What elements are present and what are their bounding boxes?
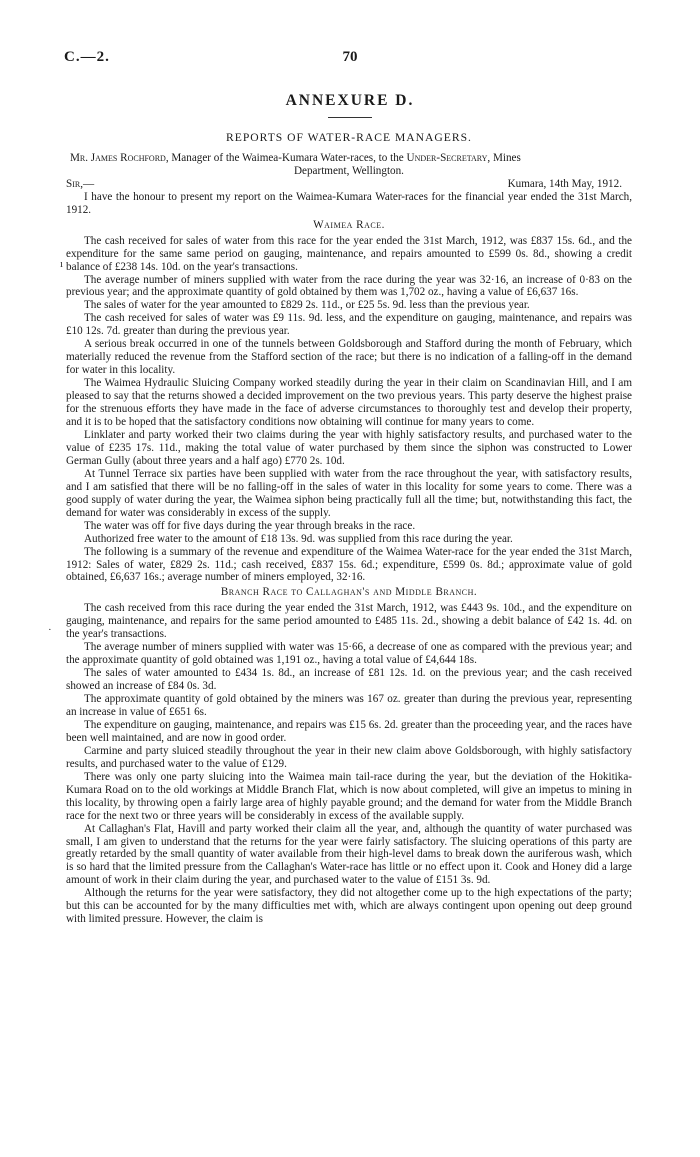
branch-paragraph: There was only one party sluicing into the Waimea main tail-race during the year, but the deviation of the Hokitika-Kumara Road on to the old workings at Middle Branch Flat, which is now about completed, will give an impetus to mining in this locality, by throwing open a fairly large area of highly payable ground; and the demand for water from the Middle Branch race for the next two or three years will be considerably in excess of the available supply. [66, 770, 632, 822]
address-sender: Mr. James Rochford [70, 151, 166, 164]
branch-paragraph: The cash received from this race during the year ended the 31st March, 1912, was £443 9s. 10d., and the expenditure on gauging, maintenance, and repairs for the same period amounted to £485 11s. 2d., showing a debit balance of £42 1s. 4d. on the year's transactions. [66, 602, 632, 641]
address-line [66, 152, 632, 165]
waimea-paragraph: Authorized free water to the amount of £18 13s. 9d. was supplied from this race during the year. [84, 532, 513, 545]
waimea-paragraph: A serious break occurred in one of the tunnels between Goldsborough and Stafford during the month of February, which materially reduced the revenue from the Stafford section of the race; but there is no indication of a falling-off in the demand for water in this locality. [66, 338, 632, 377]
waimea-paragraph: The sales of water for the year amounted to £829 2s. 11d., or £25 5s. 9d. less than the previous year. [84, 299, 530, 312]
title-rule [328, 117, 372, 118]
report-reference: C.—2. [64, 49, 110, 65]
margin-mark: · [48, 624, 52, 636]
address-recipient: Under-Secretary [406, 151, 488, 164]
section-heading-waimea: Waimea Race. [313, 218, 385, 231]
branch-paragraph: Although the returns for the year were satisfactory, they did not altogether come up to the high expectations of the party; but this can be accounted for by the many difficulties met with, which are always contingent upon opening out deep ground with limited pressure. However, the claim is [66, 887, 632, 926]
document-body [66, 132, 632, 926]
branch-paragraph: At Callaghan's Flat, Havill and party worked their claim all the year, and, although the quantity of water purchased was small, I am given to understand that the returns for the year were fairly satisfactory. The sluicing operations of this party are greatly retarded by the small quantity of water available from their high-level dams to break down the auriferous wash, which is so hard that the limited pressure from the Callaghan's Water-race has little or no effect upon it. Cook and Honey did a large amount of work in their claim during the year, and purchased water to the value of £151 3s. 9d. [66, 822, 632, 887]
branch-paragraph: The expenditure on gauging, maintenance, and repairs was £15 6s. 2d. greater than the proceeding year, and the races have been well maintained, and are now in good order. [66, 718, 632, 744]
annexure-title: ANNEXURE D. [285, 92, 415, 109]
waimea-paragraph: The cash received for sales of water was £9 11s. 9d. less, and the expenditure on gauging, maintenance, and repairs was £10 12s. 7d. greater than during the previous year. [66, 312, 632, 338]
waimea-paragraph: The average number of miners supplied with water from the race during the year was 32·16, an increase of 0·83 on the previous year; and the approximate quantity of gold obtained by them was 1,702 oz., having a value of £6,637 16s. [66, 273, 632, 299]
waimea-paragraph: At Tunnel Terrace six parties have been supplied with water from the race throughout the year, with satisfactory results, and I am satisfied that there will be no falling-off in the sales of water in this locality for some years to come. There was a good supply of water during the year, the Waimea siphon being practically full all the time; but, notwithstanding this fact, the demand for water was considerably in excess of the supply. [66, 467, 632, 519]
branch-paragraph: The average number of miners supplied with water was 15·66, a decrease of one as compared with the previous year; and the approximate quantity of gold obtained was 1,191 oz., having a total value of £4,644 18s. [66, 641, 632, 667]
reports-title: REPORTS OF WATER-RACE MANAGERS. [226, 131, 472, 144]
intro-paragraph: I have the honour to present my report on the Waimea-Kumara Water-races for the financial year ended the 31st March, 1912. [66, 190, 632, 216]
place-date: Kumara, 14th May, 1912. [507, 177, 622, 190]
address-recipient-tail: , Mines [487, 151, 521, 164]
waimea-paragraph: The cash received for sales of water from this race for the year ended the 31st March, 1912, was £837 15s. 6d., and the expenditure for the same same period on gauging, maintenance, and repairs amounted to £599 0s. 8d., showing a credit balance of £238 14s. 10d. on the year's transactions. [66, 234, 632, 273]
address-body: , Manager of the Waimea-Kumara Water-races, to the [165, 151, 407, 164]
salutation: Sir,— [66, 177, 95, 190]
section-heading-branch-race: Branch Race to Callaghan's and Middle Branch. [220, 586, 478, 599]
branch-paragraph: Carmine and party sluiced steadily throughout the year in their new claim above Goldsborough, with highly satisfactory results, and purchased water to the value of £129. [66, 744, 632, 770]
waimea-paragraph: The water was off for five days during the year through breaks in the race. [84, 519, 416, 532]
address-department: Department, Wellington. [294, 164, 404, 177]
page-number: 70 [342, 49, 358, 65]
waimea-paragraph: Linklater and party worked their two claims during the year with highly satisfactory results, and purchased water to the value of £235 17s. 11d., making the total value of water purchased by them since the siphon was constructed to Lower German Gully (about three years and a half ago) £770 2s. 10d. [66, 428, 632, 467]
margin-mark: ı [60, 258, 64, 270]
branch-paragraph: The sales of water amounted to £434 1s. 8d., an increase of £81 12s. 1d. on the previous year; and the cash received showed an increase of £84 0s. 3d. [66, 667, 632, 693]
salutation-row [66, 178, 632, 191]
waimea-paragraph: The following is a summary of the revenue and expenditure of the Waimea Water-race for the year ended the 31st March, 1912: Sales of water, £829 2s. 11d.; cash received, £837 15s. 6d.; expenditure, £599 0s. 8d.; approximate value of gold obtained, £6,637 16s.; average number of miners employed, 32·16. [66, 545, 632, 584]
waimea-paragraph: The Waimea Hydraulic Sluicing Company worked steadily during the year in their claim on Scandinavian Hill, and I am pleased to say that the returns showed a decided improvement on the two previous years. This party deserve the highest praise for the strenuous efforts they have made in the face of adverse circumstances to thoroughly test and develop their property, and it is to be hoped that the satisfactory conditions now obtaining will continue for many years to come. [66, 377, 632, 429]
branch-paragraph: The approximate quantity of gold obtained by the miners was 167 oz. greater than during the previous year, representing an increase in value of £651 6s. [66, 693, 632, 718]
